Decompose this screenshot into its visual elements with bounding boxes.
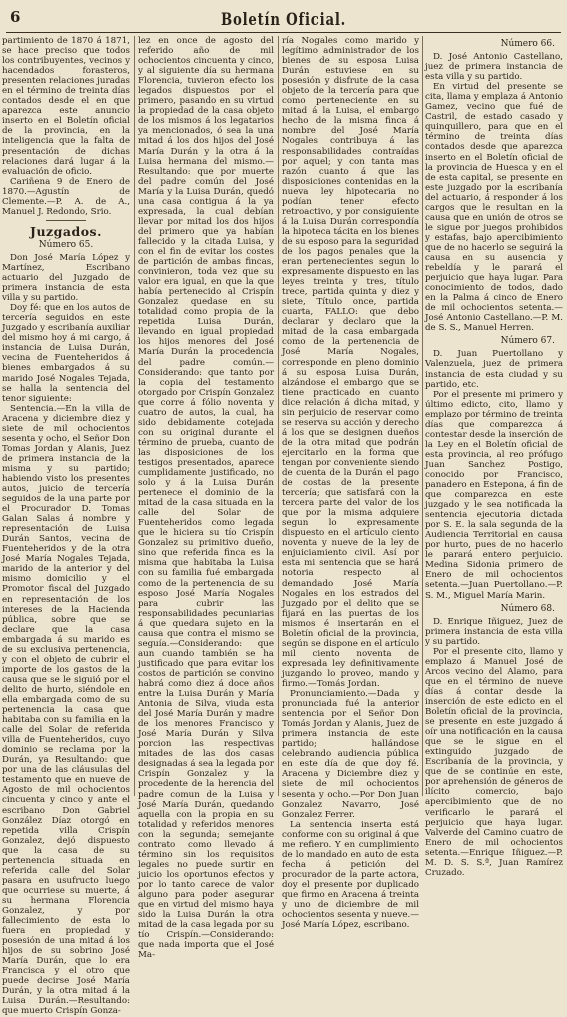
masthead-title: Boletín Oficial. bbox=[220, 10, 347, 30]
column-4 bbox=[425, 36, 563, 878]
notice-paragraph: ría Nogales como marido y legítimo administrador de los bienes de su esposa Luisa Durán estuviese en su posesión y disfrute de la casa objeto de la tercería para que como perteneciente en su mitad á la Luisa, el embargo hecho de la misma finca á nombre del José María Nogales contribuya á las responsabilidades contraídas por aquel; y con tanta mas razón cuanto á que las disposiciones contenidas en la nueva ley hipotecaria no podían tener efecto retroactivo, y por consiguiente á la Luisa Durán correspondía la hipoteca tácita en los bienes de su esposo para la seguridad de los pagos penales que la eran pertenecientes segun lo expresamente dispuesto en las leyes treinta y tres, título trece, partida quinta y diez y siete, Título once, partida cuarta, FALLO: que debo declarar y declaro que la mitad de la casa embargada como de la pertenencia de José María Nogales, corresponde en pleno dominio á su esposa Luisa Durán, alzándose el embargo que se tiene practicado en cuanto dice relación á dicha mitad, y sin perjuicio de reservar como se reserva su acción y derecho á los que se designen dueños de la otra mitad que podrán ejercitarlo en la forma que tengan por conveniente siendo de cuenta de la Durán el pago de costas de la presente tercería; que satisfará con la tercera parte del valor de los que por la misma adquiere segun lo expresamente dispuesto en el artículo ciento noventa y nueve de la ley de enjuiciamiento civil. Así por esta mi sentencia que se hará notoria respecto al demandado José María Nogales en los estrados del Juzgado por el delito que se fijará en las puertas de los mismos é insertarán en el Boletín oficial de la provincia, según se dispone en el artículo mil ciento noventa de expresada ley definitivamente juzgando lo proveo, mando y firmo.—Tomás Jordan. bbox=[282, 36, 419, 689]
notice-paragraph: D. Enrique Iñiguez, Juez de primera instancia de esta villa y su partido. bbox=[425, 616, 563, 647]
notice-paragraph: Sentencia.—En la villa de Aracena y diciembre diez y siete de mil ochocientos sesenta y ocho, el Señor Don Tomas Jordan y Alanis, Juez de primera instancia de la misma y su partido; habiendo visto los presentes autos, juicio de tercería seguidos de la una parte por el Procurador D. Tomas Galan Salas á nombre y representación de Luisa Durán Santos, vecina de Fuenteheridos y de la otra José María Nogales Tejada, marido de la anterior y del mismo domicilio y el Promotor fiscal del Juzgado en representación de los intereses de la Hacienda pública, sobre que se declare que la casa embargada á su marido es de su exclusiva pertenencia, y con el objeto de cubrir el importe de los gastos de la causa que se le siguió por el delito de hurto, siéndole en ella embargada como de su pertenencia la casa que habitaba con su familia en la calle del Solar de referida villa de Fuenteheridos, cuyo dominio se reclama por la Durán, ya Resultando: que por una de las cláusulas del testamento que en nueve de Agosto de mil ochocientos cincuenta y cinco y ante el escribano Don Gabriel González Díaz otorgó en repetida villa Crispín Gonzalez, dejó dispuesto que la casa de su pertenencia situada en referida calle del Solar pasara en usufructo luego que ocurriese su muerte, á su hermana Florencia Gonzalez, y por fallecimiento de esta lo fuera en propiedad y posesión de una mitad á los hijos de su sobrino José María Durán, que lo era Francisca y el otro que puede decirse José María Durán, y la otra mitad á la Luisa Durán.—Resultando: que muerto Crispín Gonza- bbox=[2, 403, 130, 1017]
column-divider bbox=[278, 36, 279, 796]
notice-paragraph: D. Juan Puertollano y Valenzuela, juez de primera instancia de esta ciudad y su partido, etc. bbox=[425, 349, 563, 390]
notice-paragraph: Don José María López y Martínez, Escribano actuario del Juzgado de primera instancia de esta villa y su partido. bbox=[2, 252, 130, 304]
notice-paragraph: La sentencia inserta está conforme con su original á que me refiero. Y en cumplimiento de lo mandado en auto de esta fecha á petición del procurador de la parte actora, doy el presente por duplicado que firmo en Aracena á treinta y uno de diciembre de mil ochocientos sesenta y nueve.—José María López, escribano. bbox=[282, 819, 419, 931]
notice-paragraph: Doy fé: que en los autos de tercería seguidos en este Juzgado y escribanía auxiliar del mismo hoy á mi cargo, á instancia de Luisa Durán, vecina de Fuenteheridos á bienes embargados á su marido José Nogales Tejada, se halla la sentencia del tenor siguiente: bbox=[2, 303, 130, 404]
column-1 bbox=[2, 36, 130, 1017]
column-2 bbox=[138, 36, 274, 961]
notice-paragraph: lez en once de agosto del referido año de mil ochocientos cincuenta y cinco, y al siguiente día su hermana Florencia, tuvieron efecto los legados dispuestos por el primero, pasando en su virtud la propiedad de la casa objeto de los mismos á los legatarios ya mencionados, ó sea la una mitad á los dos hijos del José María Durán y la otra á la Luisa hermana del mismo.—Resultando: que por muerte del padre común del José María y la Luisa Durán, quedó una casa contigua á la ya expresada, la cual debían llevar por mitad los dos hijos del primero que ya habían fallecido y la citada Luisa, y con el fin de evitar los costes de partición de ambas fincas, convinieron, toda vez que su valor era igual, en que la que había pertenecido al Crispín Gonzalez quedase en su totalidad como propia de la repetida Luisa Durán, llevando en igual propiedad los hijos menores del José María Durán la procedencia del padre común.—Considerando: que tanto por la copia del testamento otorgado por Crispín Gonzalez que corre á fólio noventa y cuatro de autos, la cual, ha sido debidamente cotejada con su original durante el término de prueba, cuanto de las disposiciones de los testigos presentados, aparece cumplidamente justificado, no solo y á la Luisa Durán pertenece el dominio de la mitad de la casa situada en la calle del Solar de Fuenteheridos como legada que le hiciera su tío Crispín Gonzalez su primitivo dueño, sino que referida finca es la misma que habitaba la Luisa con su familia fué embargada como de la pertenencia de su esposo José María Nogales para cubrir las responsabilidades pecuniarias á que quedara sujeto en la causa que contra el mismo se seguía.—Considerando: que aun cuando también se ha justificado que para evitar los costos de partición se convino habrá como diez á doce años entre la Luisa Durán y María Antonia de Silva, viuda esta del José María Durán y madre de los menores Francisco y José María Durán y Silva porcion las respectivas mitades de las dos casas designadas á sea la legada por Crispín Gonzalez y la procedente de la herencia del padre comun de la Luisa y José María Durán, quedando aquella con la propia en su totalidad y referidos menores con la segunda; semejante contrato como llevado á término sin los requisitos legales no puede surtir en juicio los oportunos efectos y por lo tanto carece de valor alguno para poder asegurar que en virtud del mismo haya sido la Luisa Durán la otra mitad de la casa legada por su tío Crispín.—Considerando: que nada importa que el José Ma- bbox=[138, 36, 274, 961]
column-3 bbox=[282, 36, 419, 931]
notice-number: Número 66. bbox=[500, 39, 555, 49]
column-divider bbox=[422, 36, 423, 796]
notice-number: Número 65. bbox=[38, 239, 94, 250]
notice-paragraph: Por el presente cito, llamo y emplazo á Manuel José de Arcos vecino del Alamo, para que en el término de nueve días á contar desde la inserción de este edicto en el Boletín oficial de la provincia, se presente en este juzgado á oír una notificación en la causa que se le sigue en el extinguido juzgado de Escribanía de la provincia, y que de se continúe en este, por aprehensión de géneros de ilícito comercio, bajo apercibimiento que de no verificarlo le parará el perjuicio que haya lugar. Valverde del Camino cuatro de Enero de mil ochocientos setenta.—Enrique Iñiguez.—P. M. D. S. S.ª, Juan Ramírez Cruzado. bbox=[425, 646, 563, 878]
notice-paragraph: Por el presente mi primero y último edicto, cito, llamo y emplazo por término de treinta días que comparezca á contestar desde la inserción de la Ley en el Boletín oficial de esta provincia, al reo prófugo Juan Sanchez Postigo, conocido por Francisco, panadero en Estepona, á fin de que comparezca en este juzgado y le sea notificada la sentencia ejecutoria dictada por S. E. la sala segunda de la Audiencia Territorial en causa por hurto, pues de no hacerlo le parará entero perjuicio. Medina Sidonia primero de Enero de mil ochocientos setenta.—Juan Puertollano.—P. S. M., Miguel María Marin. bbox=[425, 389, 563, 601]
page-number: 6 bbox=[10, 8, 21, 26]
notice-paragraph: En virtud del presente se cita, llama y emplaza á Antonio Gamez, vecino que fué de Castril, de estado casado y quinquillero, para que en el término de treinta días contados desde que aparezca inserto en el Boletín oficial de la provincia de Huesca y en el de esta capital, se presente en este juzgado por la escribanía del actuario, á responder á los cargos que le resultan en la causa que en unión de otros se le sigue por juegos prohibidos y estafas, bajo apercibimiento que de no hacerlo se seguirá la causa en su ausencia y rebeldía y le parará el perjuicio que haya lugar. Para conocimiento de todos, dado en la Palma á cinco de Enero de mil ochocientos setenta.—José Antonio Castellano.—P. M. de S. S., Manuel Herren. bbox=[425, 82, 563, 334]
masthead-rule bbox=[6, 32, 561, 33]
notice-paragraph: D. José Antonio Castellano, juez de primera instancia de esta villa y su partido. bbox=[425, 52, 563, 83]
masthead bbox=[0, 0, 567, 34]
notice-paragraph: Pronunciamiento.—Dada y pronunciada fué la anterior sentencia por el Señor Don Tomás Jordan y Alanis, Juez de primera instancia de este partido; hallándose celebrando audiencia pública en este día de que doy fé. Aracena y Diciembre diez y siete de mil ochocientos sesenta y ocho.—Por Don Juan Gonzalez Navarro, José Gonzalez Ferrer. bbox=[282, 689, 419, 820]
notice-number: Número 67. bbox=[500, 336, 555, 347]
notice-number: Número 68. bbox=[500, 603, 555, 614]
notice-signature: Cariñena 9 de Enero de 1870.—Agustín de Clemente.—P. A. de A., Manuel J. Redondo, Srio. bbox=[2, 176, 130, 217]
notice-paragraph: partimiento de 1870 á 1871, se hace preciso que todos los contribuyentes, vecinos y hacendados forasteros, presenten relaciones juradas en el término de treinta días contados desde el en que aparezca este anuncio inserto en el Boletín oficial de la provincia, en la inteligencia que la falta de presentación de dichas relaciones dará lugar á la evaluación de oficio. bbox=[2, 36, 130, 177]
column-divider bbox=[134, 36, 135, 796]
separator-rule bbox=[46, 220, 86, 221]
section-heading: Juzgados. bbox=[30, 223, 102, 239]
